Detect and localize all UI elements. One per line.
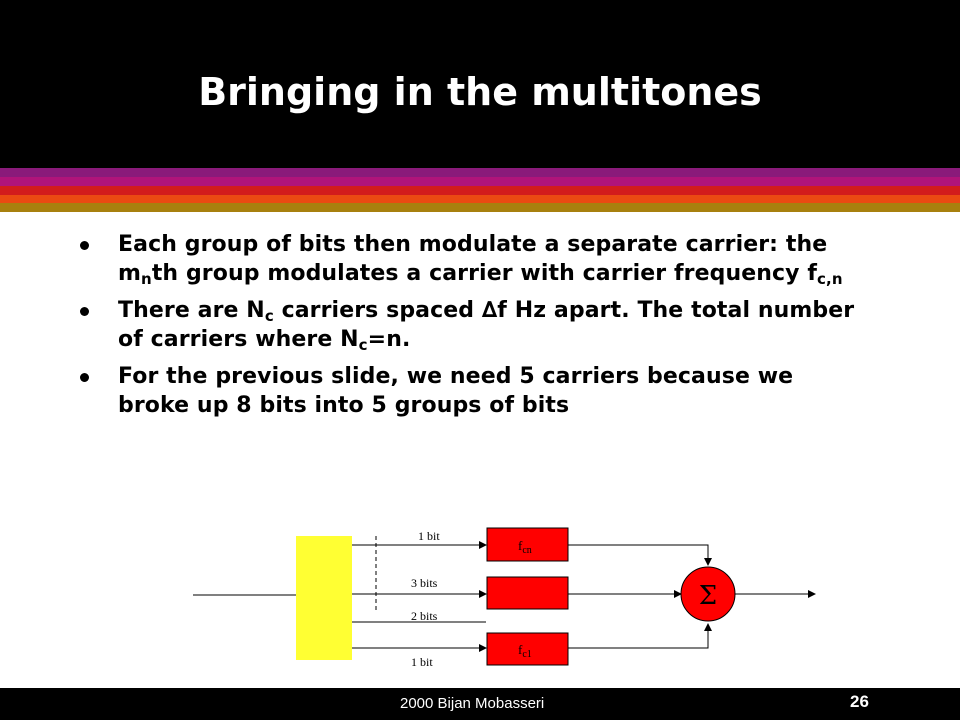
carrier-label-bottom-f: f <box>518 642 523 657</box>
page-number: 26 <box>850 692 869 711</box>
bullet-text: carriers spaced ∆f Hz apart. The total number of carriers where N <box>118 298 855 352</box>
bullet-subscript: c <box>358 336 368 354</box>
bullet-text: Each group of bits then modulate a separate carrier: the m <box>118 232 828 286</box>
bullet-subscript: n <box>141 270 152 288</box>
label-3-bits: 3 bits <box>411 576 438 590</box>
summer-line-top <box>568 545 708 565</box>
serial-to-parallel-box <box>296 536 352 660</box>
bullet-subscript: c,n <box>817 270 843 288</box>
carrier-label-top-sub: cn <box>522 545 532 556</box>
carrier-box-middle <box>487 577 568 609</box>
bullet-subscript: c <box>264 307 274 325</box>
carrier-label-top-f: f <box>518 538 523 553</box>
carrier-label-bottom-sub: c1 <box>522 649 532 660</box>
sum-symbol: Σ <box>698 581 718 611</box>
bullet-text: =n. <box>367 327 411 352</box>
label-1-bit-bottom: 1 bit <box>411 655 433 669</box>
label-1-bit-top: 1 bit <box>418 529 440 543</box>
footer-author: 2000 Bijan Mobasseri <box>400 695 545 712</box>
bullet-text: th group modulates a carrier with carrier frequency f <box>151 261 818 286</box>
slide-title: Bringing in the multitones <box>198 70 762 114</box>
label-2-bits: 2 bits <box>411 609 438 623</box>
bullet-text: For the previous slide, we need 5 carriers because we broke up 8 bits into 5 groups of bits <box>118 364 794 418</box>
summer-line-bottom <box>568 624 708 648</box>
bullet-text: There are N <box>118 298 265 323</box>
